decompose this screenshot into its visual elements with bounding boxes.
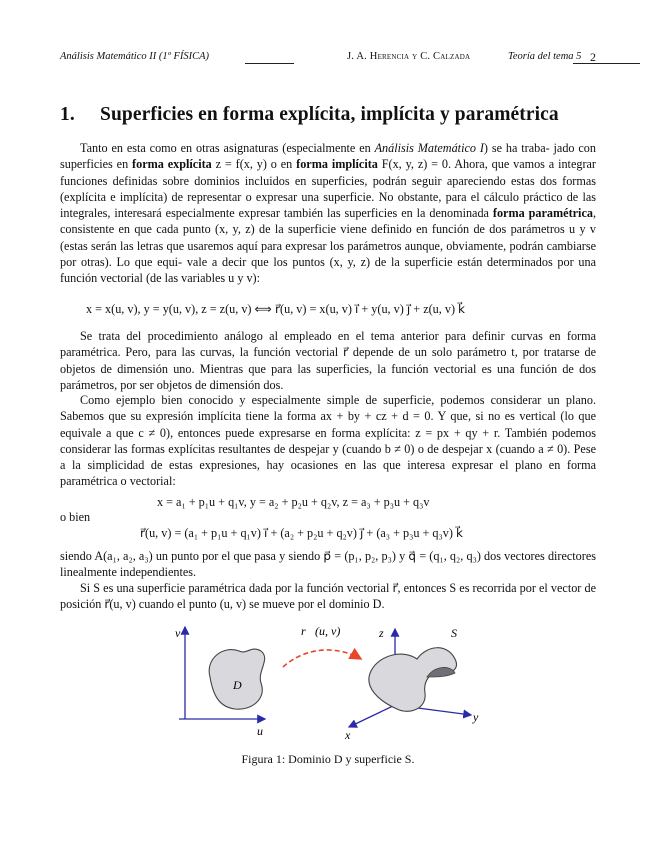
header-topic: Teoría del tema 5	[508, 51, 582, 62]
label-S: S	[451, 626, 457, 640]
equation-plane-scalar: x = a₁ + p₁u + q₁v, y = a₂ + p₂u + q₂v, z = a₃ + p₃u + q₃v	[157, 495, 430, 509]
section-title-text: Superficies en forma explícita, implícita y paramétrica	[100, 104, 559, 125]
running-header	[60, 51, 596, 67]
p1-course: Análisis Matemático I	[374, 141, 484, 155]
paragraph-2	[60, 328, 596, 393]
p1-text-a: Tanto en esta como en otras asignaturas (especialmente en	[80, 141, 375, 155]
p2-text: Se trata del procedimiento análogo al empleado en el tema anterior para definir curvas en forma paramétrica. Pero, para las curvas, la función vectorial r⃗ depende de un solo parámetro t, por tratarse de objetos de dimensión uno. Mientras que para las superficies, la función vectorial es una función de dos parámetros, por ser objetos de dimensión dos.	[60, 329, 596, 392]
figure-svg	[165, 615, 495, 750]
equation-parametric-surface: x = x(u, v), y = y(u, v), z = z(u, v) ⟺ r⃗(u, v) = x(u, v) i⃗ + y(u, v) j⃗ + z(u, v) k⃗	[86, 302, 466, 316]
mapping-arrow	[283, 650, 361, 667]
label-x: x	[345, 728, 351, 742]
label-z: z	[379, 626, 384, 640]
p1-text-d: F(x, y, z) = 0. Ahora, que vamos a integrar funciones definidas sobre dominios incluidos en superficies, podrán seguir apareciendo estas dos formas (explícita e implícita) de representar o expresar una superficie. No obstante, para el cálculo práctico de las integrales, interesará especialmente expresar también las superficies en la denominada	[60, 157, 596, 221]
label-map: r⃗(u, v)	[301, 624, 341, 638]
paragraph-4	[60, 548, 596, 581]
label-y: y	[473, 710, 479, 724]
paragraph-5	[60, 580, 596, 613]
p5-text: Si S es una superficie paramétrica dada por la función vectorial r⃗, entonces S es recorrida por el vector de posición r⃗(u, v) cuando el punto (u, v) se mueve por el dominio D.	[60, 581, 596, 612]
p1-text-c: z = f(x, y) o en	[211, 157, 297, 172]
p4-text: siendo A(a₁, a₂, a₃) un punto por el que pasa y siendo p⃗ = (p₁, p₂, p₃) y q⃗ = (q₁, q₂, q₃) dos vectores directores linealmente independientes.	[60, 549, 596, 580]
page-number: 2	[590, 50, 596, 64]
p3-text: Como ejemplo bien conocido y especialmente simple de superficie, podemos considerar un plano. Sabemos que su expresión implícita tiene la forma ax + by + cz + d = 0. Y que, si no es vertical (lo que equivale a que c ≠ 0), entonces puede expresarse en forma explícita: z = px + qy + r. También podemos considerar las formas explícitas resultantes de despejar y (cuando b ≠ 0) o de despejar x (cuando a ≠ 0). Pese a la simplicidad de estas expresiones, hay ocasiones en las que interesa expresar el plano en forma paramétrica o vectorial:	[60, 393, 596, 489]
section-number: 1.	[60, 104, 75, 125]
text-o-bien: o bien	[60, 510, 91, 524]
section-title	[60, 104, 559, 126]
figure-domain-surface	[165, 615, 495, 750]
p1-implicit: forma implícita	[296, 157, 378, 172]
header-authors: J. A. Herencia y C. Calzada	[347, 51, 471, 62]
header-rule-left	[245, 63, 294, 64]
label-D: D	[233, 678, 242, 692]
header-rule-right	[573, 63, 640, 64]
figure-caption: Figura 1: Dominio D y superficie S.	[241, 752, 415, 766]
surface-S-shape	[369, 648, 457, 712]
equation-plane-vector: r⃗(u, v) = (a₁ + p₁u + q₁v) i⃗ + (a₂ + p₂u + q₂v) j⃗ + (a₃ + p₃u + q₃v) k⃗	[140, 526, 464, 540]
p1-text-b: ) se ha traba- jado con superficies en	[60, 141, 596, 172]
label-u: u	[257, 724, 263, 738]
p1-text-e: , consistente en que cada punto (x, y, z) de la superficie viene definido en función de dos parámetros u y v (estas serán las letras que usaremos aquí para expresar los parámetros aunque, obviamente, podrán cambiarse por otras). Lo que equi- vale a decir que los puntos (x, y, z) de la superficie están determinados por una función vectorial (de las variables u y v):	[60, 206, 596, 286]
p1-explicit: forma explícita	[132, 157, 212, 172]
paragraph-3	[60, 392, 596, 490]
header-course: Análisis Matemático II (1º FÍSICA)	[60, 51, 210, 62]
paragraph-1	[60, 140, 596, 287]
p1-parametric: forma paramétrica	[492, 206, 593, 221]
x-axis	[349, 705, 395, 727]
label-v: v	[175, 626, 181, 640]
